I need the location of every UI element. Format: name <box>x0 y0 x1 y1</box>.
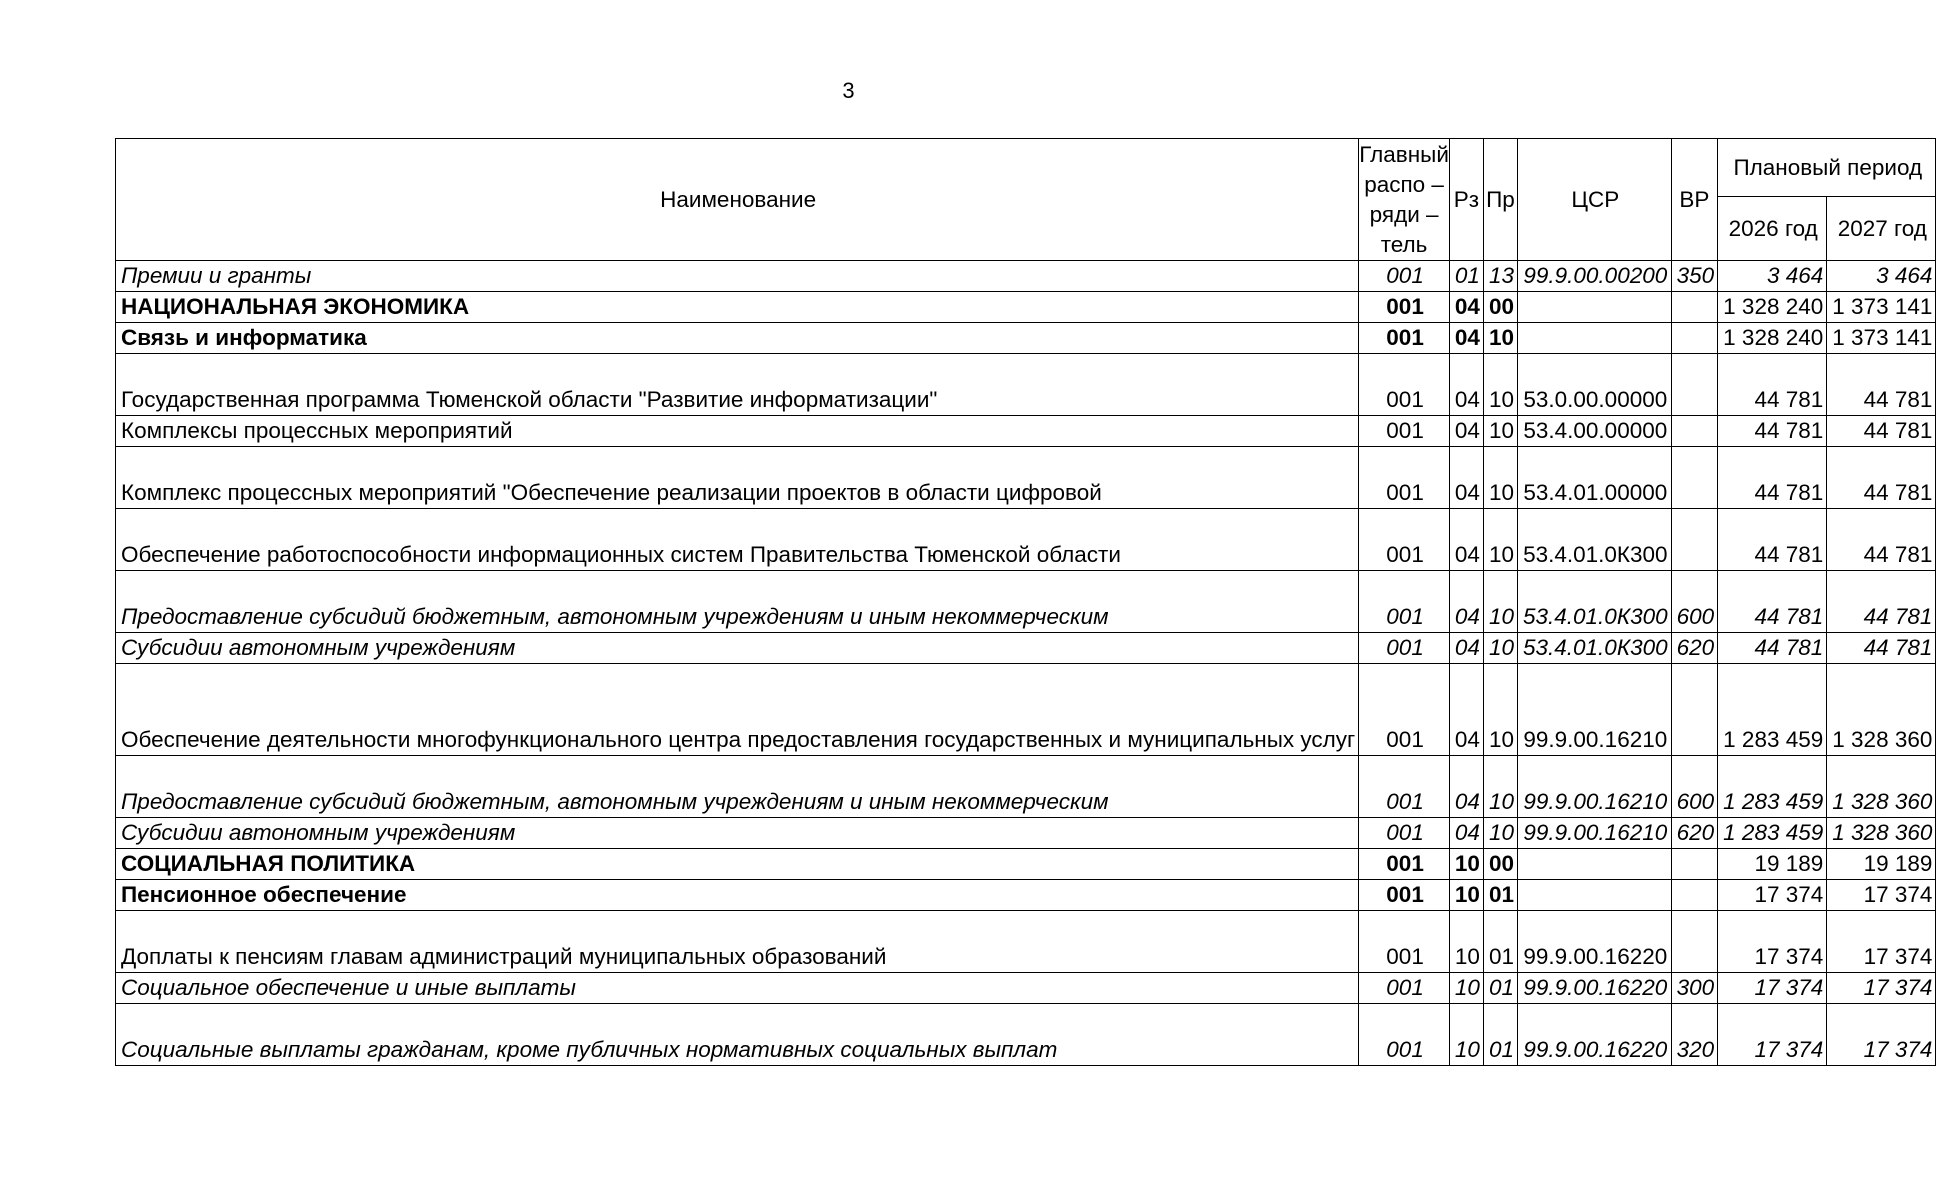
cell-pr: 01 <box>1483 911 1517 973</box>
cell-name: Государственная программа Тюменской области "Развитие информатизации" <box>116 354 1359 416</box>
cell-2027: 1 328 360 <box>1827 664 1936 756</box>
cell-name: Связь и информатика <box>116 323 1359 354</box>
cell-csr: 99.9.00.00200 <box>1517 261 1671 292</box>
cell-pr: 13 <box>1483 261 1517 292</box>
cell-rz: 10 <box>1449 849 1483 880</box>
cell-rz: 10 <box>1449 1004 1483 1066</box>
cell-name: Обеспечение работоспособности информационных систем Правительства Тюменской области <box>116 509 1359 571</box>
cell-pr: 01 <box>1483 880 1517 911</box>
cell-csr: 53.0.00.00000 <box>1517 354 1671 416</box>
cell-grbs: 001 <box>1359 664 1450 756</box>
cell-pr: 01 <box>1483 1004 1517 1066</box>
cell-vr: 600 <box>1671 571 1718 633</box>
cell-2026: 44 781 <box>1718 509 1827 571</box>
budget-table <box>115 138 1936 1066</box>
page-number: 3 <box>842 78 855 103</box>
cell-vr: 620 <box>1671 633 1718 664</box>
cell-csr: 99.9.00.16210 <box>1517 664 1671 756</box>
cell-csr: 99.9.00.16220 <box>1517 1004 1671 1066</box>
cell-2026: 1 283 459 <box>1718 756 1827 818</box>
table-row <box>116 633 1936 664</box>
cell-rz: 10 <box>1449 973 1483 1004</box>
cell-grbs: 001 <box>1359 447 1450 509</box>
table-row <box>116 447 1936 509</box>
cell-grbs: 001 <box>1359 973 1450 1004</box>
header-rz: Рз <box>1449 139 1483 261</box>
cell-vr: 320 <box>1671 1004 1718 1066</box>
header-grbs-line: тель <box>1380 231 1428 257</box>
cell-2027: 17 374 <box>1827 911 1936 973</box>
cell-2026: 17 374 <box>1718 973 1827 1004</box>
cell-rz: 04 <box>1449 509 1483 571</box>
cell-name: Обеспечение деятельности многофункционального центра предоставления государственных и муниципальных услуг <box>116 664 1359 756</box>
cell-2027: 3 464 <box>1827 261 1936 292</box>
cell-grbs: 001 <box>1359 509 1450 571</box>
cell-grbs: 001 <box>1359 880 1450 911</box>
cell-rz: 04 <box>1449 354 1483 416</box>
cell-vr <box>1671 880 1718 911</box>
cell-rz: 01 <box>1449 261 1483 292</box>
cell-vr <box>1671 323 1718 354</box>
cell-2027: 17 374 <box>1827 1004 1936 1066</box>
cell-rz: 04 <box>1449 664 1483 756</box>
table-row <box>116 571 1936 633</box>
cell-2027: 44 781 <box>1827 354 1936 416</box>
table-row <box>116 416 1936 447</box>
cell-vr <box>1671 292 1718 323</box>
cell-csr: 53.4.01.0К300 <box>1517 571 1671 633</box>
cell-rz: 04 <box>1449 633 1483 664</box>
table-row <box>116 354 1936 416</box>
cell-grbs: 001 <box>1359 849 1450 880</box>
cell-csr: 99.9.00.16210 <box>1517 756 1671 818</box>
cell-pr: 10 <box>1483 633 1517 664</box>
cell-rz: 04 <box>1449 571 1483 633</box>
cell-2027: 19 189 <box>1827 849 1936 880</box>
header-grbs-line: распо – <box>1364 171 1444 197</box>
cell-vr <box>1671 911 1718 973</box>
cell-grbs: 001 <box>1359 1004 1450 1066</box>
header-year-2026: 2026 год <box>1718 197 1827 261</box>
table-row <box>116 911 1936 973</box>
cell-csr: 99.9.00.16220 <box>1517 911 1671 973</box>
cell-name: Комплекс процессных мероприятий "Обеспечение реализации проектов в области цифровой <box>116 447 1359 509</box>
header-pr: Пр <box>1483 139 1517 261</box>
cell-csr: 99.9.00.16220 <box>1517 973 1671 1004</box>
header-vr: ВР <box>1671 139 1718 261</box>
table-row <box>116 973 1936 1004</box>
cell-2026: 44 781 <box>1718 571 1827 633</box>
header-planned-period: Плановый период <box>1718 139 1936 197</box>
cell-2026: 17 374 <box>1718 880 1827 911</box>
cell-rz: 04 <box>1449 756 1483 818</box>
cell-pr: 10 <box>1483 818 1517 849</box>
table-row <box>116 1004 1936 1066</box>
table-row <box>116 818 1936 849</box>
table-row <box>116 756 1936 818</box>
cell-csr: 53.4.01.0К300 <box>1517 633 1671 664</box>
cell-pr: 00 <box>1483 849 1517 880</box>
cell-pr: 10 <box>1483 416 1517 447</box>
cell-grbs: 001 <box>1359 633 1450 664</box>
header-year-2027: 2027 год <box>1827 197 1936 261</box>
cell-2027: 44 781 <box>1827 447 1936 509</box>
cell-2027: 1 328 360 <box>1827 818 1936 849</box>
cell-grbs: 001 <box>1359 354 1450 416</box>
cell-2027: 44 781 <box>1827 633 1936 664</box>
cell-2027: 17 374 <box>1827 880 1936 911</box>
cell-rz: 04 <box>1449 292 1483 323</box>
cell-pr: 00 <box>1483 292 1517 323</box>
cell-pr: 10 <box>1483 323 1517 354</box>
cell-grbs: 001 <box>1359 261 1450 292</box>
table-row <box>116 849 1936 880</box>
cell-2026: 44 781 <box>1718 354 1827 416</box>
cell-vr: 300 <box>1671 973 1718 1004</box>
cell-2026: 19 189 <box>1718 849 1827 880</box>
table-row <box>116 880 1936 911</box>
cell-name: Предоставление субсидий бюджетным, автономным учреждениям и иным некоммерческим <box>116 571 1359 633</box>
cell-2026: 1 283 459 <box>1718 664 1827 756</box>
header-grbs-line: Главный <box>1359 141 1449 167</box>
cell-csr <box>1517 880 1671 911</box>
cell-name: Субсидии автономным учреждениям <box>116 818 1359 849</box>
cell-csr: 53.4.01.00000 <box>1517 447 1671 509</box>
cell-vr <box>1671 664 1718 756</box>
cell-2027: 44 781 <box>1827 571 1936 633</box>
cell-2026: 44 781 <box>1718 447 1827 509</box>
cell-rz: 10 <box>1449 880 1483 911</box>
header-grbs <box>1359 139 1450 261</box>
cell-rz: 04 <box>1449 416 1483 447</box>
cell-rz: 04 <box>1449 447 1483 509</box>
cell-name: НАЦИОНАЛЬНАЯ ЭКОНОМИКА <box>116 292 1359 323</box>
cell-2026: 1 328 240 <box>1718 292 1827 323</box>
table-row <box>116 323 1936 354</box>
cell-name: Комплексы процессных мероприятий <box>116 416 1359 447</box>
cell-vr <box>1671 849 1718 880</box>
cell-csr: 53.4.00.00000 <box>1517 416 1671 447</box>
cell-csr: 53.4.01.0К300 <box>1517 509 1671 571</box>
cell-name: Доплаты к пенсиям главам администраций муниципальных образований <box>116 911 1359 973</box>
cell-pr: 10 <box>1483 756 1517 818</box>
cell-grbs: 001 <box>1359 756 1450 818</box>
cell-csr <box>1517 849 1671 880</box>
table-row <box>116 292 1936 323</box>
cell-csr <box>1517 292 1671 323</box>
cell-2026: 44 781 <box>1718 633 1827 664</box>
cell-grbs: 001 <box>1359 911 1450 973</box>
cell-2027: 17 374 <box>1827 973 1936 1004</box>
cell-vr <box>1671 354 1718 416</box>
cell-2026: 1 283 459 <box>1718 818 1827 849</box>
header-csr: ЦСР <box>1517 139 1671 261</box>
cell-vr <box>1671 447 1718 509</box>
table-row <box>116 509 1936 571</box>
cell-name: Пенсионное обеспечение <box>116 880 1359 911</box>
cell-vr: 620 <box>1671 818 1718 849</box>
cell-grbs: 001 <box>1359 323 1450 354</box>
table-body <box>116 261 1936 1066</box>
cell-name: Субсидии автономным учреждениям <box>116 633 1359 664</box>
cell-grbs: 001 <box>1359 571 1450 633</box>
header-grbs-line: ряди – <box>1369 201 1439 227</box>
cell-2026: 3 464 <box>1718 261 1827 292</box>
cell-rz: 04 <box>1449 818 1483 849</box>
cell-grbs: 001 <box>1359 416 1450 447</box>
cell-2026: 44 781 <box>1718 416 1827 447</box>
cell-vr <box>1671 416 1718 447</box>
cell-rz: 04 <box>1449 323 1483 354</box>
cell-rz: 10 <box>1449 911 1483 973</box>
cell-grbs: 001 <box>1359 292 1450 323</box>
cell-csr: 99.9.00.16210 <box>1517 818 1671 849</box>
cell-name: Премии и гранты <box>116 261 1359 292</box>
cell-2026: 17 374 <box>1718 1004 1827 1066</box>
cell-name: СОЦИАЛЬНАЯ ПОЛИТИКА <box>116 849 1359 880</box>
cell-2027: 1 328 360 <box>1827 756 1936 818</box>
cell-2026: 17 374 <box>1718 911 1827 973</box>
cell-pr: 10 <box>1483 509 1517 571</box>
cell-2026: 1 328 240 <box>1718 323 1827 354</box>
table-header <box>116 139 1936 261</box>
cell-pr: 01 <box>1483 973 1517 1004</box>
cell-pr: 10 <box>1483 354 1517 416</box>
cell-grbs: 001 <box>1359 818 1450 849</box>
cell-2027: 1 373 141 <box>1827 292 1936 323</box>
header-name: Наименование <box>116 139 1359 261</box>
cell-name: Предоставление субсидий бюджетным, автономным учреждениям и иным некоммерческим <box>116 756 1359 818</box>
cell-pr: 10 <box>1483 664 1517 756</box>
cell-vr: 350 <box>1671 261 1718 292</box>
cell-name: Социальное обеспечение и иные выплаты <box>116 973 1359 1004</box>
cell-vr <box>1671 509 1718 571</box>
cell-name: Социальные выплаты гражданам, кроме публичных нормативных социальных выплат <box>116 1004 1359 1066</box>
cell-pr: 10 <box>1483 447 1517 509</box>
cell-csr <box>1517 323 1671 354</box>
cell-2027: 44 781 <box>1827 416 1936 447</box>
cell-pr: 10 <box>1483 571 1517 633</box>
table-row <box>116 664 1936 756</box>
cell-2027: 44 781 <box>1827 509 1936 571</box>
cell-vr: 600 <box>1671 756 1718 818</box>
cell-2027: 1 373 141 <box>1827 323 1936 354</box>
table-row <box>116 261 1936 292</box>
